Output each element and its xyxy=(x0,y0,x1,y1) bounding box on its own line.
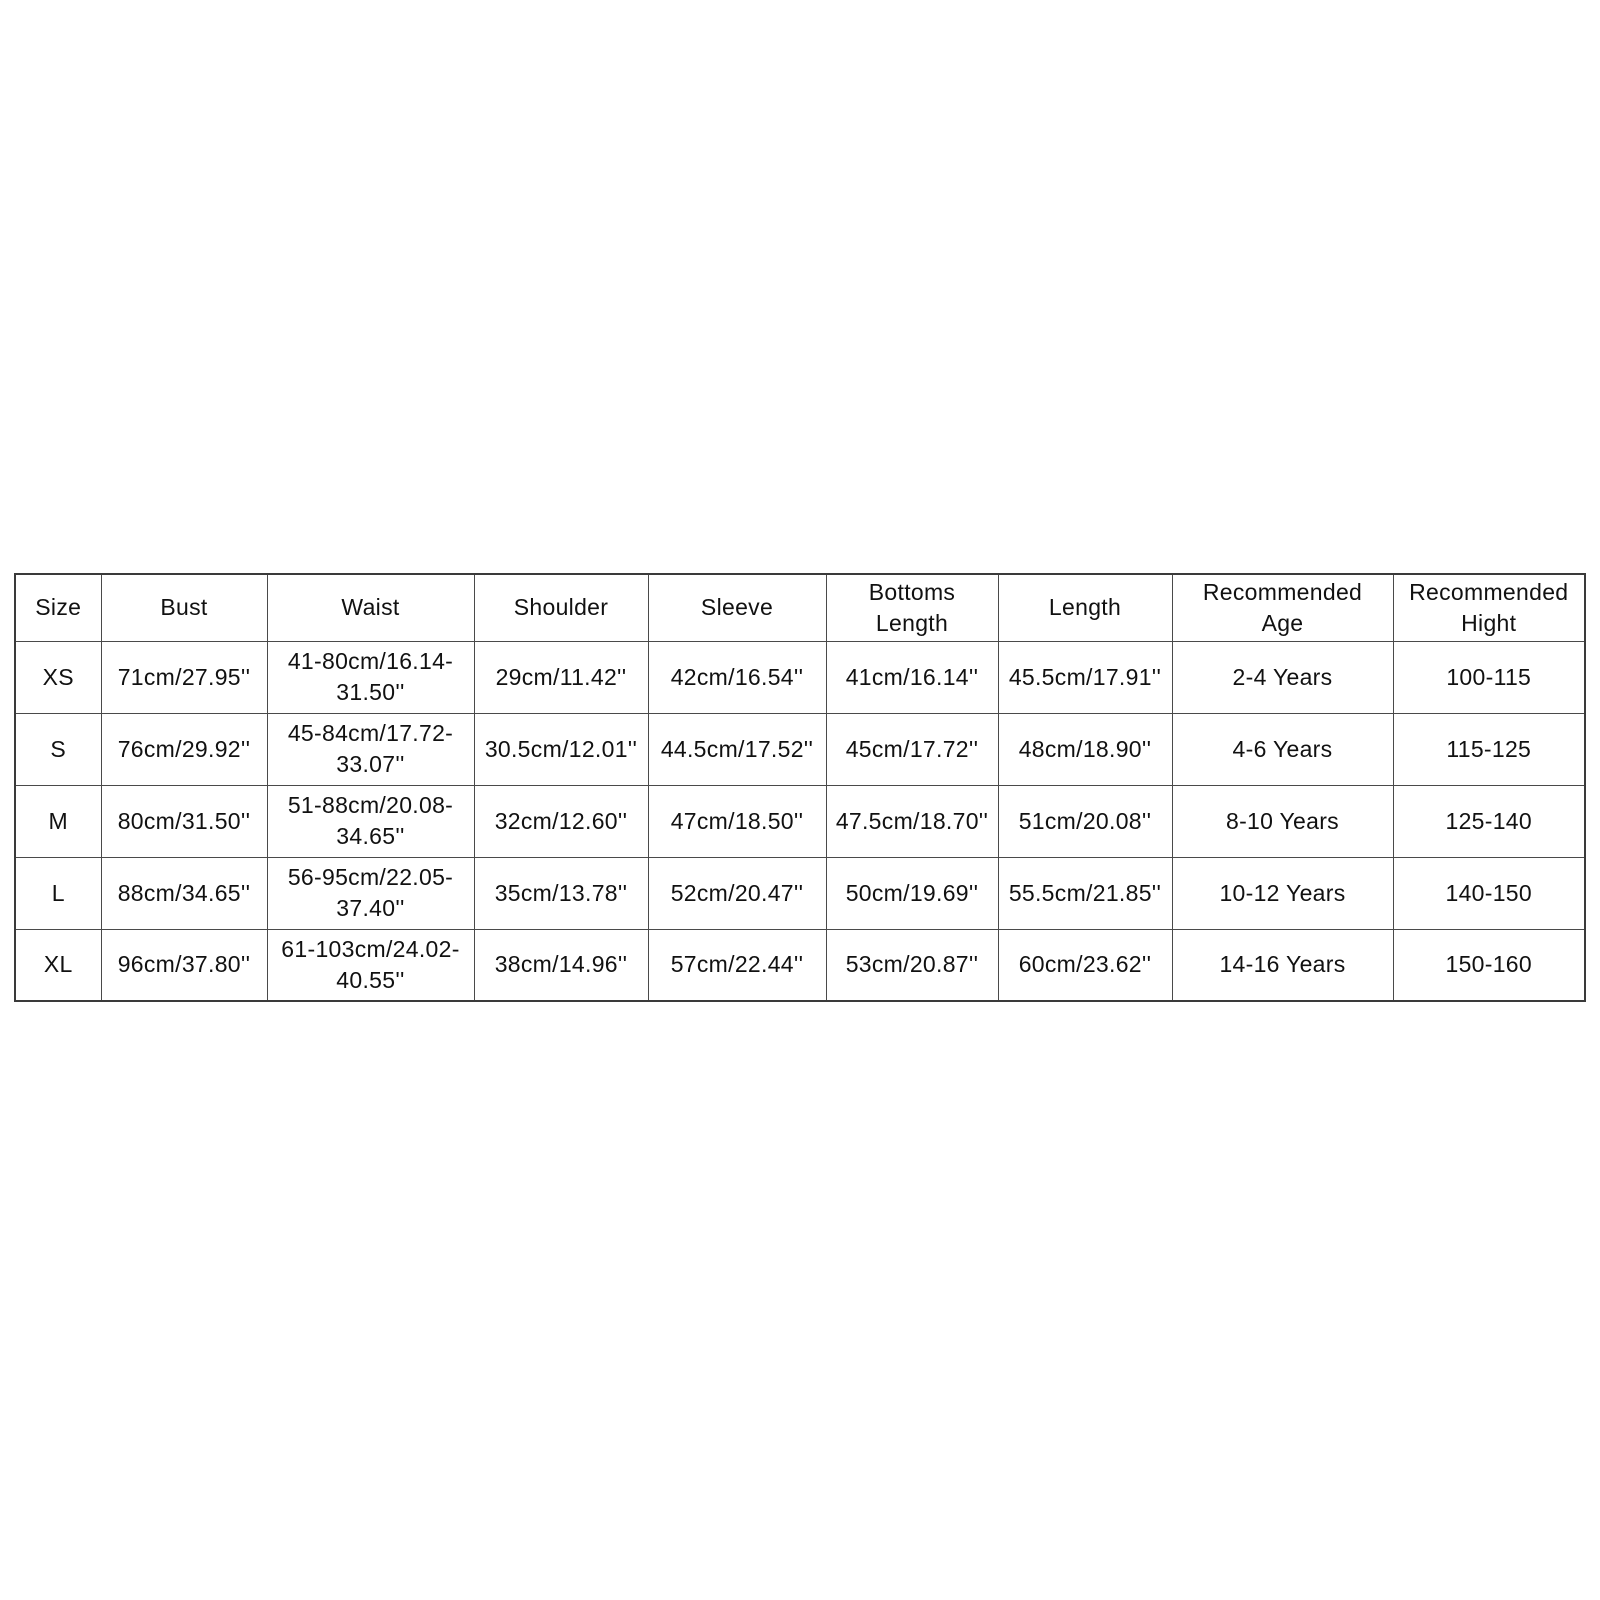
cell-sleeve: 52cm/20.47'' xyxy=(648,857,826,929)
cell-waist: 61-103cm/24.02- 40.55'' xyxy=(267,929,474,1001)
cell-recommended-age: 8-10 Years xyxy=(1172,785,1393,857)
cell-waist: 56-95cm/22.05- 37.40'' xyxy=(267,857,474,929)
cell-bust: 88cm/34.65'' xyxy=(101,857,267,929)
cell-shoulder: 32cm/12.60'' xyxy=(474,785,648,857)
cell-recommended-hight: 150-160 xyxy=(1393,929,1585,1001)
table-row xyxy=(15,785,1585,857)
cell-bust: 96cm/37.80'' xyxy=(101,929,267,1001)
cell-bottoms-length: 50cm/19.69'' xyxy=(826,857,998,929)
table-row xyxy=(15,641,1585,713)
cell-shoulder: 35cm/13.78'' xyxy=(474,857,648,929)
cell-bust: 76cm/29.92'' xyxy=(101,713,267,785)
cell-size: L xyxy=(15,857,101,929)
cell-waist: 51-88cm/20.08- 34.65'' xyxy=(267,785,474,857)
header-recommended-age: Recommended Age xyxy=(1172,574,1393,641)
cell-length: 45.5cm/17.91'' xyxy=(998,641,1172,713)
cell-bust: 71cm/27.95'' xyxy=(101,641,267,713)
cell-size: XS xyxy=(15,641,101,713)
size-chart xyxy=(14,573,1584,1002)
cell-shoulder: 30.5cm/12.01'' xyxy=(474,713,648,785)
cell-shoulder: 29cm/11.42'' xyxy=(474,641,648,713)
cell-waist: 41-80cm/16.14- 31.50'' xyxy=(267,641,474,713)
cell-length: 55.5cm/21.85'' xyxy=(998,857,1172,929)
cell-recommended-age: 2-4 Years xyxy=(1172,641,1393,713)
cell-length: 60cm/23.62'' xyxy=(998,929,1172,1001)
size-chart-table xyxy=(14,573,1586,1002)
header-length: Length xyxy=(998,574,1172,641)
cell-length: 48cm/18.90'' xyxy=(998,713,1172,785)
cell-sleeve: 42cm/16.54'' xyxy=(648,641,826,713)
table-row xyxy=(15,929,1585,1001)
table-row xyxy=(15,713,1585,785)
cell-recommended-hight: 140-150 xyxy=(1393,857,1585,929)
cell-size: M xyxy=(15,785,101,857)
cell-size: XL xyxy=(15,929,101,1001)
cell-shoulder: 38cm/14.96'' xyxy=(474,929,648,1001)
cell-waist: 45-84cm/17.72- 33.07'' xyxy=(267,713,474,785)
cell-bust: 80cm/31.50'' xyxy=(101,785,267,857)
cell-recommended-age: 4-6 Years xyxy=(1172,713,1393,785)
cell-length: 51cm/20.08'' xyxy=(998,785,1172,857)
header-waist: Waist xyxy=(267,574,474,641)
header-row xyxy=(15,574,1585,641)
header-size: Size xyxy=(15,574,101,641)
header-bottoms-length: Bottoms Length xyxy=(826,574,998,641)
cell-recommended-hight: 125-140 xyxy=(1393,785,1585,857)
cell-sleeve: 47cm/18.50'' xyxy=(648,785,826,857)
table-row xyxy=(15,857,1585,929)
header-sleeve: Sleeve xyxy=(648,574,826,641)
cell-sleeve: 44.5cm/17.52'' xyxy=(648,713,826,785)
cell-recommended-hight: 100-115 xyxy=(1393,641,1585,713)
cell-bottoms-length: 45cm/17.72'' xyxy=(826,713,998,785)
cell-recommended-age: 14-16 Years xyxy=(1172,929,1393,1001)
cell-size: S xyxy=(15,713,101,785)
cell-sleeve: 57cm/22.44'' xyxy=(648,929,826,1001)
header-bust: Bust xyxy=(101,574,267,641)
header-shoulder: Shoulder xyxy=(474,574,648,641)
cell-bottoms-length: 47.5cm/18.70'' xyxy=(826,785,998,857)
cell-bottoms-length: 53cm/20.87'' xyxy=(826,929,998,1001)
cell-bottoms-length: 41cm/16.14'' xyxy=(826,641,998,713)
cell-recommended-hight: 115-125 xyxy=(1393,713,1585,785)
header-recommended-hight: Recommended Hight xyxy=(1393,574,1585,641)
cell-recommended-age: 10-12 Years xyxy=(1172,857,1393,929)
